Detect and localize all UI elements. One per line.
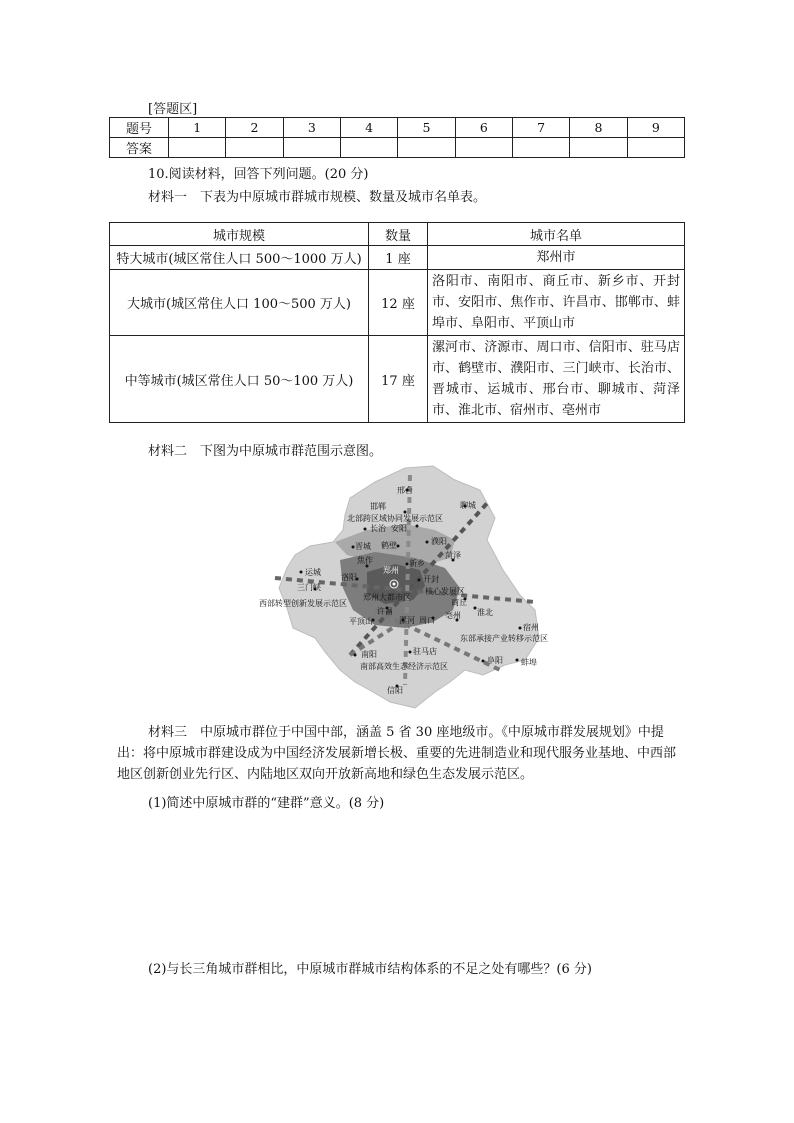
map-city-label: 驻马店 <box>413 647 437 656</box>
map-city-label: 三门峡 <box>297 583 321 592</box>
number-cell: 8 <box>570 118 627 138</box>
row-head-answer: 答案 <box>110 138 169 158</box>
map-city-label: 淮北 <box>477 608 493 617</box>
answer-table <box>109 117 685 158</box>
city-size: 中等城市(城区常住人口 50～100 万人) <box>110 336 369 423</box>
answer-cell[interactable] <box>455 138 512 158</box>
city-names: 漯河市、济源市、周口市、信阳市、驻马店市、鹤壁市、濮阳市、三门峡市、长治市、晋城市、运城市、邢台市、聊城市、菏泽市、淮北市、宿州市、亳州市 <box>428 336 685 423</box>
map-city-label: 平顶山 <box>349 617 373 626</box>
zhengzhou-marker-dot <box>393 583 396 586</box>
answer-cell[interactable] <box>283 138 340 158</box>
number-cell: 3 <box>283 118 340 138</box>
map-city-label: 邢台 <box>397 486 413 495</box>
answer-cell[interactable] <box>226 138 283 158</box>
map-city-label: 宿州 <box>523 623 539 632</box>
table-row <box>110 270 685 336</box>
map-city-label: 邯郸 <box>370 502 386 511</box>
map-city-label: 安阳 <box>391 524 407 533</box>
map-city-label: 晋城 <box>355 542 371 551</box>
map-city-label: 长治 <box>370 524 386 533</box>
city-names: 郑州市 <box>428 246 685 270</box>
map-city-label: 信阳 <box>387 686 403 695</box>
answer-row <box>110 138 685 158</box>
number-cell: 7 <box>512 118 569 138</box>
city-size: 大城市(城区常住人口 100～500 万人) <box>110 270 369 336</box>
material-3-text: 材料三 中原城市群位于中国中部，涵盖 5 省 30 座地级市。《中原城市群发展规划》中提出：将中原城市群建设成为中国经济发展新增长极、重要的先进制造业和现代服务业基地、中西部地区创新创业先行区、内陆地区双向开放新高地和绿色生态发展示范区。 <box>117 725 677 782</box>
map-city-label: 菏泽 <box>445 551 461 560</box>
map-zone-label: 郑州大都市区 <box>363 593 411 602</box>
city-count: 12 座 <box>369 270 428 336</box>
question-10-stem: 10.阅读材料，回答下列问题。(20 分) <box>148 167 369 182</box>
map-city-label: 焦作 <box>357 556 373 565</box>
city-count: 17 座 <box>369 336 428 423</box>
map-city-label: 阜阳 <box>487 656 503 665</box>
header-scale: 城市规模 <box>110 223 369 246</box>
material-1-intro: 材料一 下表为中原城市群城市规模、数量及城市名单表。 <box>148 190 487 205</box>
answer-cell[interactable] <box>570 138 627 158</box>
map-city-label: 南阳 <box>361 650 377 659</box>
map-city-label: 亳州 <box>445 611 461 620</box>
map-zone-label: 南部高效生态经济示范区 <box>360 662 448 671</box>
city-table-header <box>110 223 685 246</box>
city-count: 1 座 <box>369 246 428 270</box>
table-row <box>110 246 685 270</box>
question-number-row <box>110 118 685 138</box>
sub-question-2: (2)与长三角城市群相比，中原城市群城市结构体系的不足之处有哪些？(6 分) <box>148 962 592 977</box>
sub-question-1: (1)简述中原城市群的“建群”意义。(8 分) <box>148 796 385 811</box>
answer-cell[interactable] <box>627 138 684 158</box>
number-cell: 1 <box>169 118 226 138</box>
number-cell: 9 <box>627 118 684 138</box>
map-city-label: 许昌 <box>377 607 393 616</box>
city-size: 特大城市(城区常住人口 500～1000 万人) <box>110 246 369 270</box>
map-city-label: 运城 <box>305 568 321 577</box>
map-city-label: 鹤壁 <box>381 541 397 550</box>
number-cell: 2 <box>226 118 283 138</box>
map-city-label: 商丘 <box>451 598 467 607</box>
number-cell: 4 <box>340 118 397 138</box>
map-city-label: 郑州 <box>383 566 399 575</box>
city-names: 洛阳市、南阳市、商丘市、新乡市、开封市、安阳市、焦作市、许昌市、邯郸市、蚌埠市、阜阳市、平顶山市 <box>428 270 685 336</box>
header-names: 城市名单 <box>428 223 685 246</box>
answer-cell[interactable] <box>169 138 226 158</box>
map-city-label: 开封 <box>423 575 439 584</box>
map-city-label: 新乡 <box>409 559 425 568</box>
city-scale-table <box>109 222 685 423</box>
map-zone-label: 北部跨区域协同发展示范区 <box>347 514 443 523</box>
map-city-label: 聊城 <box>460 501 476 510</box>
answer-cell[interactable] <box>512 138 569 158</box>
header-count: 数量 <box>369 223 428 246</box>
number-cell: 6 <box>455 118 512 138</box>
map-city-label: 濮阳 <box>431 537 447 546</box>
map-city-label: 蚌埠 <box>521 658 537 667</box>
number-cell: 5 <box>398 118 455 138</box>
central-plains-map <box>255 460 555 710</box>
answer-cell[interactable] <box>340 138 397 158</box>
answer-area-label: [答题区] <box>148 102 198 117</box>
map-zone-label: 核心发展区 <box>425 587 465 596</box>
map-city-label: 周口 <box>419 616 435 625</box>
answer-cell[interactable] <box>398 138 455 158</box>
map-zone-label: 西部转型创新发展示范区 <box>259 599 347 608</box>
map-zone-label: 东部承接产业转移示范区 <box>460 634 548 643</box>
map-city-label: 洛阳 <box>341 573 357 582</box>
table-row <box>110 336 685 423</box>
row-head-number: 题号 <box>110 118 169 138</box>
map-city-label: 漯河 <box>399 616 415 625</box>
material-2-intro: 材料二 下图为中原城市群范围示意图。 <box>148 444 383 459</box>
